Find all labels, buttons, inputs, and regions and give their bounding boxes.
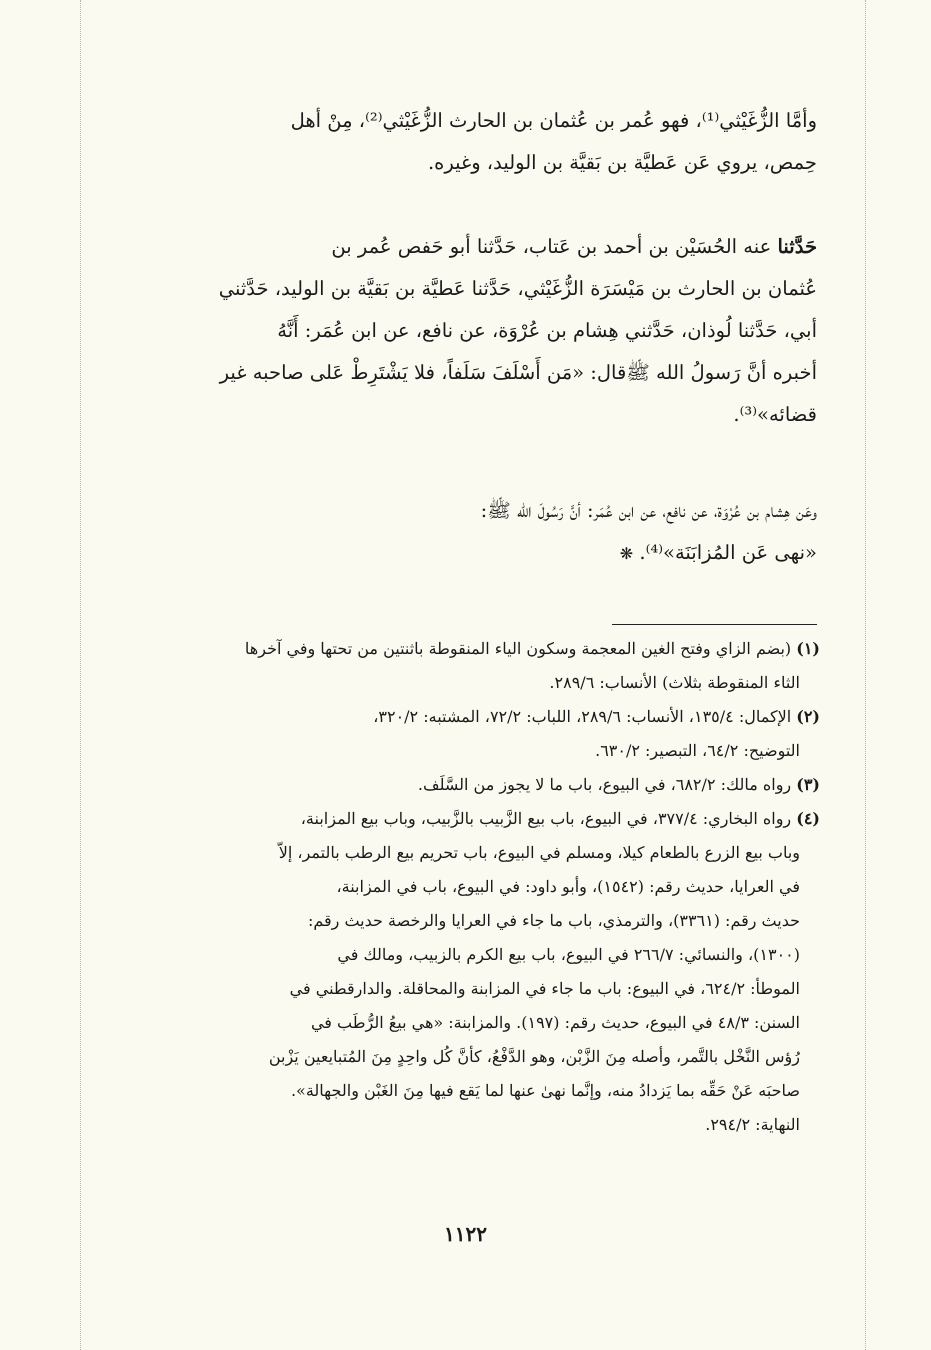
footnote-line	[135, 802, 820, 836]
footnote-number: (١)	[796, 639, 820, 658]
footnote-line	[135, 700, 820, 734]
footnote-line: النهاية: ٢٩٤/٢.	[705, 1115, 800, 1134]
lead-word: حَدَّثنا	[777, 235, 817, 258]
text-line: وعَن هِشام بن عُرْوَة، عن نافع، عن ابن عُمَر: أنَّ رَسُولَ الله ﷺ:	[480, 499, 817, 522]
paragraph-hadith-1	[135, 226, 817, 436]
footnote-line	[135, 768, 820, 802]
text-line: أخبره أنَّ رَسولُ الله ﷺقال: «مَن أَسْلَفَ سَلَفاً، فلا يَشْتَرِطْ عَلى صاحبه غير	[219, 361, 817, 384]
footnote-3	[135, 768, 820, 802]
footnote-separator	[612, 624, 817, 625]
footnote-line: رُؤس النَّخْل بالتَّمر، وأصله مِنَ الزَّبْن، وهو الدَّفْعُ، كأنَّ كُل واحِدٍ مِنَ المُتبايعين يَزْبن	[268, 1047, 800, 1066]
text-span: عنه الحُسَيْن بن أحمد بن عَتاب، حَدَّثنا أبو حَفص عُمر بن	[331, 235, 772, 258]
footnote-line: صاحبَه عَنْ حَقِّه بما يَزدادُ منه، وإنَّما نهىٰ عنها لما يَقع فيها مِنَ الغَبْن والجهالة».	[290, 1081, 800, 1100]
right-margin-guide	[865, 0, 866, 1350]
footnote-line: في العرايا، حديث رقم: (١٥٤٢)، وأبو داود: في البيوع، باب في المزابنة،	[336, 877, 800, 896]
footnote-line: الموطأ: ٦٢٤/٢، في البيوع: باب ما جاء في المزابنة والمحاقلة. والدارقطني في	[289, 979, 800, 998]
footnote-text: (بضم الزاي وفتح الغين المعجمة وسكون الياء المنقوطة باثنتين من تحتها وفي آخرها	[244, 639, 792, 658]
footnote-line: حديث رقم: (٣٣٦١)، والترمذي، باب ما جاء في العرايا والرخصة حديث رقم:	[307, 911, 800, 930]
left-margin-guide	[80, 0, 81, 1350]
footnote-number: (٣)	[796, 775, 820, 794]
text-line: وأمَّا الزُّغَيْثي⁽¹⁾، فهو عُمر بن عُثمان بن الحارث الزُّغَيْثي⁽²⁾، مِنْ أهل	[290, 109, 817, 132]
footnote-line: الثاء المنقوطة بثلاث) الأنساب: ٢٨٩/٦.	[549, 673, 800, 692]
text-line: حِمص، يروي عَن عَطيَّة بن بَقيَّة بن الوليد، وغيره.	[427, 151, 817, 174]
end-ornament-icon: ❋	[619, 544, 634, 563]
text-span: «نهى عَن المُزابَنَة»⁽⁴⁾.	[639, 541, 817, 564]
text-line: أبي، حَدَّثنا لُوذان، حَدَّثني هِشام بن عُرْوَة، عن نافع، عن ابن عُمَر: أَنَّهُ	[277, 319, 817, 342]
page-number: ١١٢٢	[444, 1222, 487, 1246]
paragraph-intro	[135, 100, 817, 184]
footnote-line: وباب بيع الزرع بالطعام كيلا، ومسلم في البيوع، باب تحريم بيع الرطب بالتمر، إلاّ	[278, 843, 800, 862]
footnote-1	[135, 632, 820, 700]
footnote-line: التوضيح: ٦٤/٢، التبصير: ٦٣٠/٢.	[595, 741, 800, 760]
footnote-line: السنن: ٤٨/٣ في البيوع، حديث رقم: (١٩٧). والمزابنة: «هي بيعُ الرُّطَب في	[310, 1013, 800, 1032]
text-line: عُثمان بن الحارث بن مَيْسَرَة الزُّغَيْثي، حَدَّثنا عَطيَّة بن بَقيَّة بن الوليد، حَدَّثني	[218, 277, 817, 300]
footnote-line: (١٣٠٠)، والنسائي: ٢٦٦/٧ في البيوع، باب بيع الكرم بالزبيب، ومالك في	[337, 945, 800, 964]
footnote-text: رواه البخاري: ٣٧٧/٤، في البيوع، باب بيع الزَّبيب بالزَّبيب، وباب بيع المزابنة،	[300, 809, 792, 828]
footnote-number: (٤)	[796, 809, 820, 828]
text-line: قضائه»⁽³⁾.	[733, 403, 817, 426]
footnote-text: رواه مالك: ٦٨٢/٢، في البيوع، باب ما لا يجوز من السَّلَف.	[417, 775, 792, 794]
footnotes	[135, 632, 820, 1142]
footnote-4	[135, 802, 820, 1142]
paragraph-hadith-2	[135, 490, 817, 575]
footnote-text: الإكمال: ١٣٥/٤، الأنساب: ٢٨٩/٦، اللباب: ٧٢/٢، المشتبه: ٣٢٠/٢،	[373, 707, 792, 726]
footnote-number: (٢)	[796, 707, 820, 726]
footnote-line	[135, 632, 820, 666]
text-line	[135, 532, 817, 575]
text-line	[135, 226, 817, 268]
footnote-2	[135, 700, 820, 768]
